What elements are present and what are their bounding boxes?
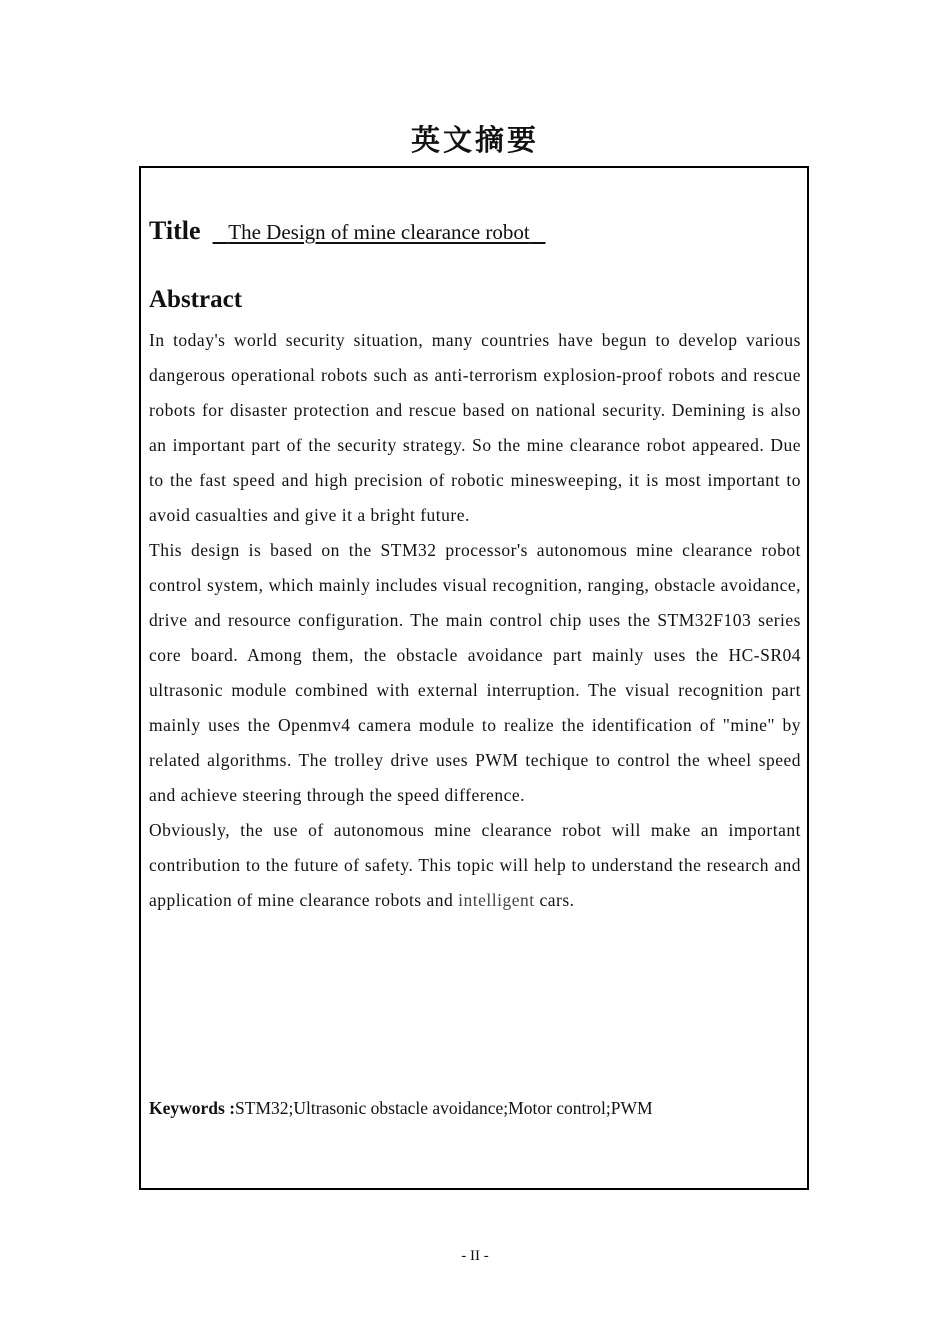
page-heading: 英文摘要 xyxy=(410,123,539,157)
keywords xyxy=(149,1098,653,1119)
page-number: - II - xyxy=(461,1248,489,1264)
abstract-paragraph-3-end: cars. xyxy=(539,890,575,910)
abstract-heading: Abstract xyxy=(149,286,243,313)
abstract-paragraph-3 xyxy=(149,813,801,918)
title-label: Title xyxy=(149,216,201,245)
abstract-frame xyxy=(139,166,809,1190)
keywords-value: STM32;Ultrasonic obstacle avoidance;Motor control;PWM xyxy=(235,1098,653,1118)
abstract-paragraph-3-main: Obviously, the use of autonomous mine clearance robot will make an important contribution to the future of safety. This topic will help to understand the research and application of mine clearance robots and xyxy=(149,820,801,910)
abstract-body xyxy=(149,323,801,918)
abstract-paragraph-2: This design is based on the STM32 processor's autonomous mine clearance robot control system, which mainly includes visual recognition, ranging, obstacle avoidance, drive and resource configuration. The main control chip uses the STM32F103 series core board. Among them, the obstacle avoidance part mainly uses the HC-SR04 ultrasonic module combined with external interruption. The visual recognition part mainly uses the Openmv4 camera module to realize the identification of "mine" by related algorithms. The trolley drive uses PWM techique to control the wheel speed and achieve steering through the speed difference. xyxy=(149,540,801,805)
title-row xyxy=(149,216,546,246)
abstract-paragraph-3-highlight: intelligent xyxy=(458,890,535,910)
keywords-label: Keywords : xyxy=(149,1098,236,1118)
abstract-paragraph-1: In today's world security situation, many countries have begun to develop various dangerous operational robots such as anti-terrorism explosion-proof robots and rescue robots for disaster protection and rescue based on national security. Demining is also an important part of the security strategy. So the mine clearance robot appeared. Due to the fast speed and high precision of robotic minesweeping, it is most important to avoid casualties and give it a bright future. xyxy=(149,330,801,525)
thesis-title: The Design of mine clearance robot xyxy=(228,220,530,244)
